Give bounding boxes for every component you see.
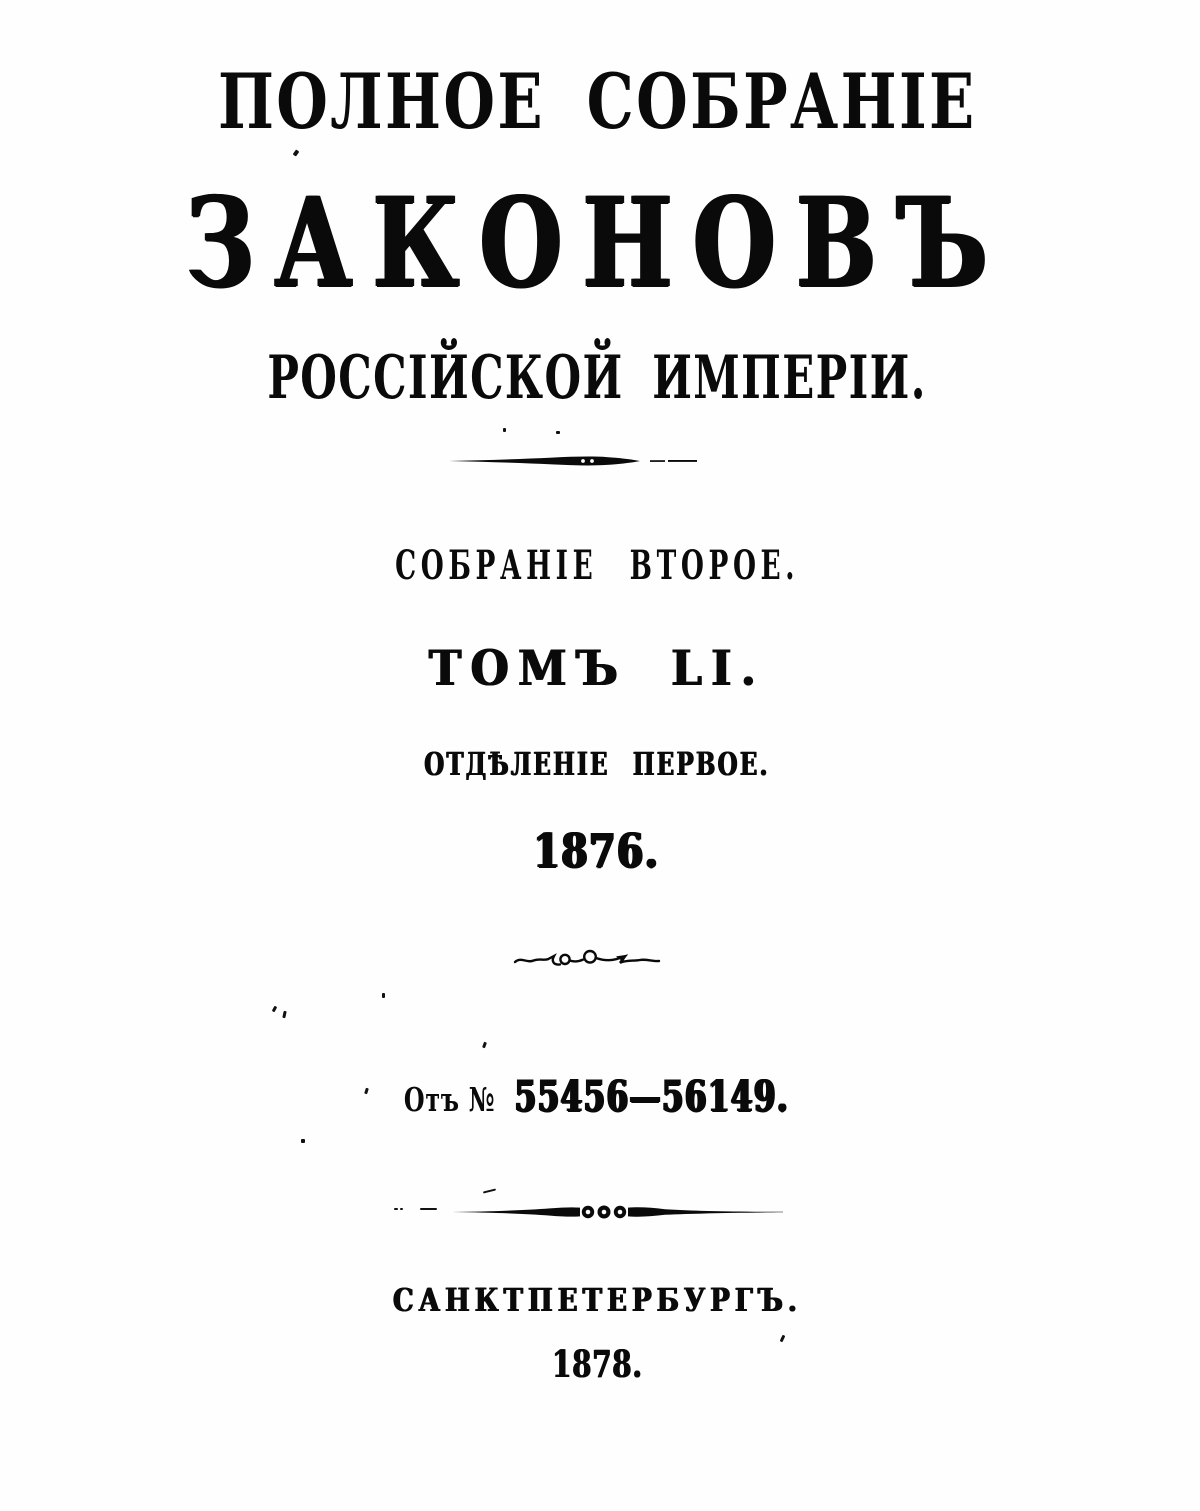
scan-speck <box>780 1335 786 1343</box>
range-numbers: 55456—56149. <box>515 1072 790 1122</box>
scan-speck <box>400 1208 403 1210</box>
law-number-range <box>0 1072 1194 1122</box>
edition-section-text: ОТДѢЛЕНІЕ ПЕРВОЕ. <box>424 745 770 783</box>
title-line-2-text: ЗАКОНОВЪ <box>185 171 1009 316</box>
imprint-city <box>0 1281 1194 1319</box>
bottom-divider-ornament-icon <box>450 1202 785 1222</box>
scan-speck <box>272 1006 277 1013</box>
edition-year <box>0 824 1194 879</box>
edition-volume <box>0 639 1194 697</box>
scan-speck <box>483 1188 496 1193</box>
title-line-3-text: РОССІЙСКОЙ ИМПЕРІИ. <box>267 343 927 413</box>
scan-speck <box>394 1208 398 1210</box>
scan-speck <box>301 1139 305 1143</box>
scan-speck <box>382 993 385 998</box>
edition-section <box>0 745 1194 783</box>
scan-speck <box>282 1011 286 1018</box>
title-line-3 <box>0 343 1194 413</box>
scan-speck <box>503 428 506 432</box>
range-prefix: Отъ № <box>404 1080 496 1119</box>
scan-speck <box>293 149 300 156</box>
imprint-year <box>0 1342 1194 1386</box>
title-line-1-text: ПОЛНОЕ СОБРАНІЕ <box>217 57 977 146</box>
law-number-range-text <box>404 1072 790 1122</box>
title-line-2 <box>0 171 1194 316</box>
scan-speck <box>482 1042 487 1049</box>
scan-speck <box>556 431 560 434</box>
edition-year-text: 1876. <box>534 824 660 879</box>
scan-speck <box>420 1208 437 1210</box>
edition-series <box>0 542 1194 589</box>
imprint-city-text: САНКТПЕТЕРБУРГЪ. <box>392 1281 802 1319</box>
flourish-ornament-icon <box>513 946 661 970</box>
edition-series-text: СОБРАНІЕ ВТОРОЕ. <box>394 542 800 589</box>
top-divider-ornament-icon <box>447 452 700 470</box>
edition-volume-text: ТОМЪ LI. <box>428 639 766 697</box>
title-line-1 <box>0 57 1194 146</box>
imprint-year-text: 1878. <box>551 1342 643 1386</box>
